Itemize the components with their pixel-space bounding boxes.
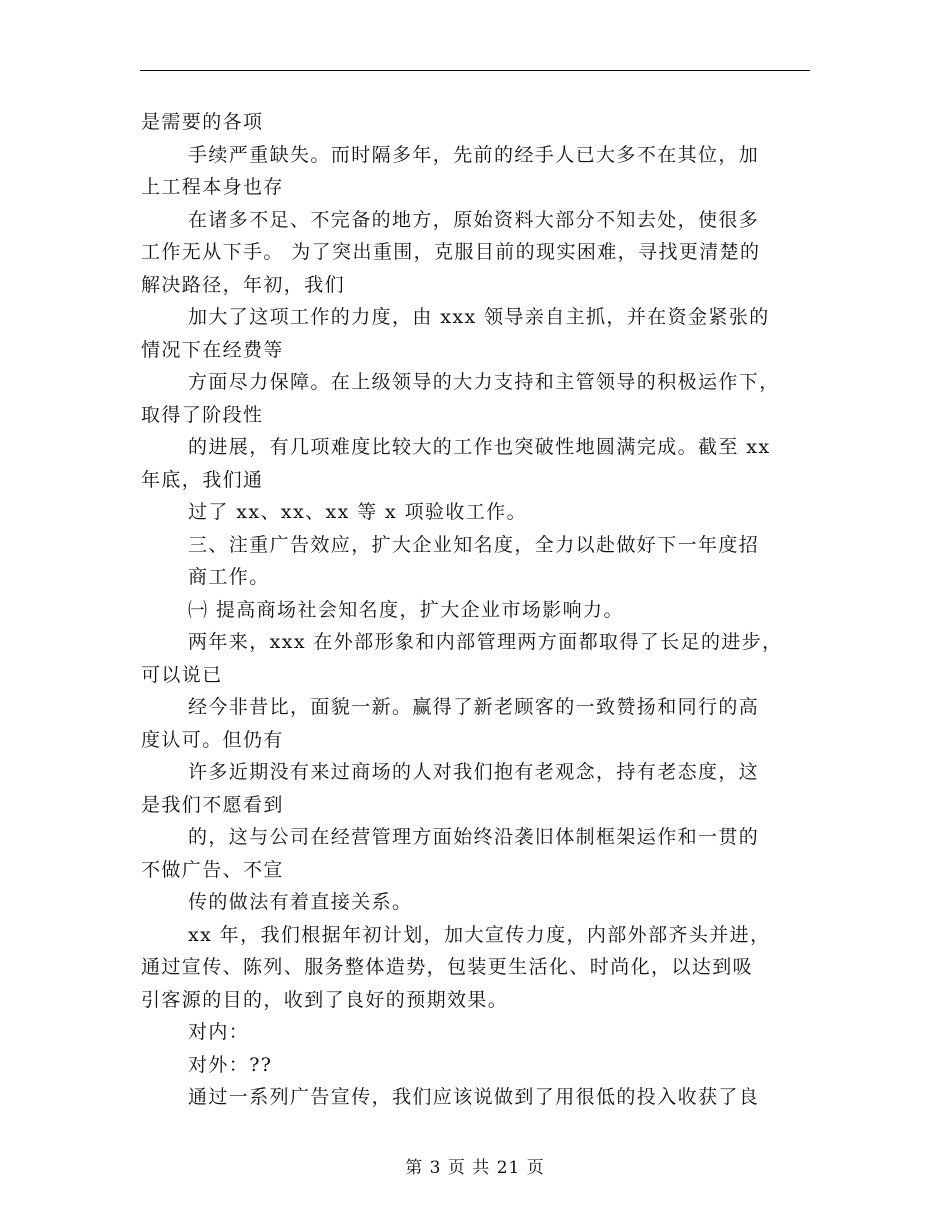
text-line: 在诸多不足、不完备的地方，原始资料大部分不知去处，使很多 xyxy=(188,208,760,231)
text-line: 传的做法有着直接关系。 xyxy=(188,891,413,913)
text-line: 取得了阶段性 xyxy=(141,403,264,426)
document-body xyxy=(141,106,811,1114)
text-line: 上工程本身也存 xyxy=(141,176,284,198)
text-line: 许多近期没有来过商场的人对我们抱有老观念，持有老态度，这 xyxy=(188,761,760,783)
text-line: 的，这与公司在经营管理方面始终沿袭旧体制框架运作和一贯的 xyxy=(188,826,760,848)
text-line: ㈠ 提高商场社会知名度，扩大企业市场影响力。 xyxy=(188,598,624,621)
text-line: 方面尽力保障。在上级领导的大力支持和主管领导的积极运作下， xyxy=(188,371,780,393)
text-line: 通过宣传、陈列、服务整体造势，包装更生活化、时尚化，以达到吸 xyxy=(141,956,754,978)
text-line: 加大了这项工作的力度，由 xxx 领导亲自主抓，并在资金紧张的 xyxy=(188,306,770,328)
text-line: 年底，我们通 xyxy=(141,468,264,491)
text-line: 工作无从下手。 为了突出重围，克服目前的现实困难，寻找更清楚的 xyxy=(141,241,761,263)
text-line: 两年来，xxx 在外部形象和内部管理两方面都取得了长足的进步， xyxy=(188,631,783,653)
text-line: 是需要的各项 xyxy=(141,111,264,133)
text-line: 手续严重缺失。而时隔多年，先前的经手人已大多不在其位，加 xyxy=(188,143,760,166)
text-line: 的进展，有几项难度比较大的工作也突破性地圆满完成。截至 xx xyxy=(188,436,771,458)
text-line: 通过一系列广告宣传，我们应该说做到了用很低的投入收获了良 xyxy=(188,1086,760,1108)
text-line: 不做广告、不宣 xyxy=(141,858,284,881)
text-line: 是我们不愿看到 xyxy=(141,793,284,816)
text-line: 对内： xyxy=(188,1021,250,1043)
text-line: 可以说已 xyxy=(141,663,223,686)
text-line: 情况下在经费等 xyxy=(141,338,284,361)
text-line: 对外：?? xyxy=(188,1053,273,1076)
text-line: 三、注重广告效应，扩大企业知名度，全力以赴做好下一年度招 xyxy=(188,533,760,556)
text-line: xx 年，我们根据年初计划，加大宣传力度，内部外部齐头并进， xyxy=(188,923,771,946)
text-line: 经今非昔比，面貌一新。赢得了新老顾客的一致赞扬和同行的高 xyxy=(188,696,760,718)
text-line: 过了 xx、xx、xx 等 x 项验收工作。 xyxy=(188,501,527,523)
text-line: 引客源的目的，收到了良好的预期效果。 xyxy=(141,988,509,1011)
text-line: 度认可。但仍有 xyxy=(141,728,284,751)
text-line: 解决路径，年初，我们 xyxy=(141,273,346,296)
page-number: 第 3 页 共 21 页 xyxy=(405,1158,545,1178)
text-line: 商工作。 xyxy=(188,566,270,588)
header-rule xyxy=(140,70,810,71)
